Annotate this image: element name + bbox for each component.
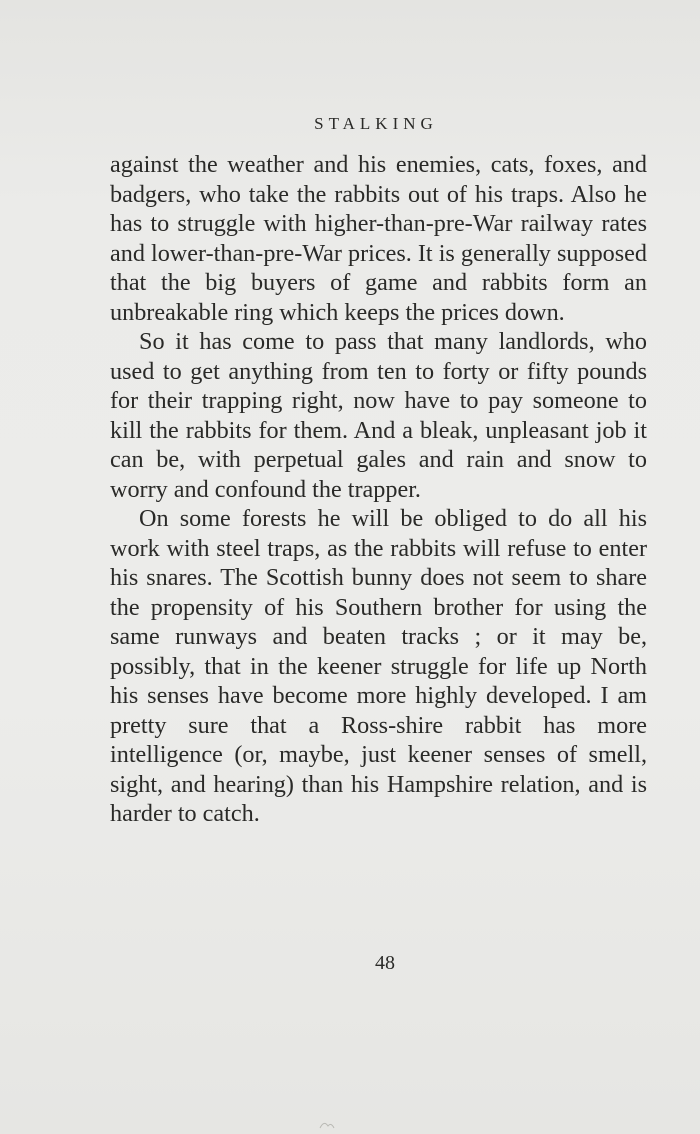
body-text xyxy=(110,150,647,829)
page-number: 48 xyxy=(375,952,395,974)
paragraph-2: So it has come to pass that many landlords, who used to get anything from ten to forty or fifty pounds for their trapping right, now have to pay someone to kill the rabbits for them. And a bleak, unpleasant job it can be, with perpetual gales and rain and snow to worry and confound the trapper. xyxy=(110,328,647,503)
paper-speck-mark xyxy=(316,1116,340,1130)
paragraph-1: against the weather and his enemies, cats, foxes, and badgers, who take the rabbits out of his traps. Also he has to struggle with higher-than-pre-War railway rates and lower-than-pre-War prices. It is generally supposed that the big buyers of game and rabbits form an unbreakable ring which keeps the prices down. xyxy=(110,151,647,326)
running-head: STALKING xyxy=(314,114,438,133)
paragraph-3: On some forests he will be obliged to do all his work with steel traps, as the rabbits will refuse to enter his snares. The Scottish bunny does not seem to share the propensity of his Southern brother for using the same runways and beaten tracks ; or it may be, possibly, that in the keener struggle for life up North his senses have become more highly developed. I am pretty sure that a Ross-shire rabbit has more intelligence (or, maybe, just keener senses of smell, sight, and hearing) than his Hampshire relation, and is harder to catch. xyxy=(110,505,647,827)
